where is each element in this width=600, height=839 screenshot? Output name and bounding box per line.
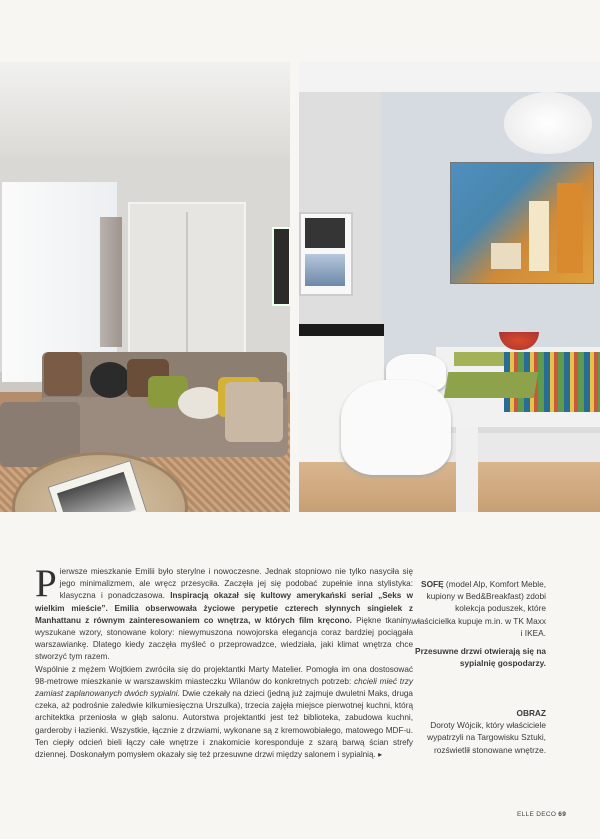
caption-title: OBRAZ	[516, 708, 546, 718]
caption-doors: Przesuwne drzwi otwierają się na sypialnię gospodarzy.	[415, 646, 546, 669]
drop-cap: P	[35, 562, 57, 605]
photo-gutter	[290, 62, 299, 512]
magazine-name: ELLE DECO	[517, 811, 557, 818]
caption-sofa	[411, 578, 546, 669]
pillow	[90, 362, 130, 398]
ceiling	[0, 62, 290, 157]
caption-title: SOFĘ	[421, 579, 444, 589]
caption-text: (model Alp, Komfort Meble, kupiony w Bed&Breakfast) zdobi kolekcja poduszek, które właścicielka kupuje m.in. w TK Maxx i IKEA.	[411, 579, 546, 638]
curtain-drape	[100, 217, 122, 347]
placemat	[444, 372, 539, 398]
living-room-photo	[0, 62, 290, 512]
article-body	[35, 562, 413, 761]
pendant-lamp	[504, 92, 592, 154]
text-run-italic: chcieli mieć trzy zamiast zaplanowanych dwóch sypialni.	[35, 676, 413, 699]
wall-picture-frame	[272, 227, 290, 306]
herringbone-floor	[299, 462, 600, 512]
text-run: ierwsze mieszkanie Emilii było sterylne i nowoczesne. Jednak stopniowo nie tylko nasyciła się jego minimalizmem, ale wręcz przesyciła. Zaczęła jej się podobać zupełnie inna stylistyka: klasyczna i ponadczasowa.	[59, 567, 413, 601]
caption-text: Doroty Wójcik, który właściciele wypatrzyli na Targowisku Sztuki, rozświetlił stonowane wnętrze.	[427, 720, 546, 755]
dining-area-photo	[299, 62, 600, 512]
caption-painting	[411, 707, 546, 756]
table-leg	[456, 427, 478, 512]
small-framed-pictures	[299, 212, 353, 296]
page-number: 69	[558, 811, 567, 818]
paragraph	[35, 664, 413, 762]
pillow	[44, 352, 82, 396]
paragraph	[35, 562, 413, 664]
text-run: Wspólnie z mężem Wojtkiem zwróciła się do projektantki Marty Matelier. Pomogła im ona dostosować 98-metrowe mieszkanie w warszawskim miasteczku Wilanów do konkretnych potrzeb:	[35, 664, 413, 686]
text-run: Piękne tkaniny, wyszukane wzory, stonowane kolory: niewymuszona nowojorska elegancja coraz bardziej pociągała warszawiankę. Dlatego kiedy zaczęła myśleć o przeprowadzce, wiedziała, jaki klimat wnętrza chce stworzyć tym razem.	[35, 615, 413, 662]
sliding-door-wardrobe	[128, 202, 246, 360]
page-folio	[517, 811, 566, 818]
white-chair	[341, 380, 451, 475]
ceiling	[299, 62, 600, 92]
text-run-bold: Inspiracją okazał się kultowy amerykański serial „Seks w wielkim mieście”. Emilia obserwowała życiowe perypetie czterech słynnych singielek z Manhattanu z równym zainteresowaniem co wnętrza, w których film kręcono.	[35, 591, 413, 625]
abstract-painting	[450, 162, 594, 284]
pillow	[225, 382, 283, 442]
text-run: Dwie czekały na dzieci (jedną już zajmuje dwuletni Maks, druga czeka, aż podrośnie zaledwie kilkumiesięczna Urszulka), trzecia zajęła miejsce pierwotnej kuchni, którą architektka przeniosła w głąb salonu. Autorstwa projektantki jest też biblioteka, zabudowa kuchni, garderoby i łazienki. Wszystkie, łącznie z drzwiami, wykonane są z kremowobiałego, matowego MDF-u. Ten ciepły odcień bieli łączy całe wnętrze i znakomicie koresponduje z szarą barwą ścian strefy dziennej. Doskonałym pomysłem okazały się też przesuwne drzwi między salonem i sypialnią. ▸	[35, 689, 413, 760]
